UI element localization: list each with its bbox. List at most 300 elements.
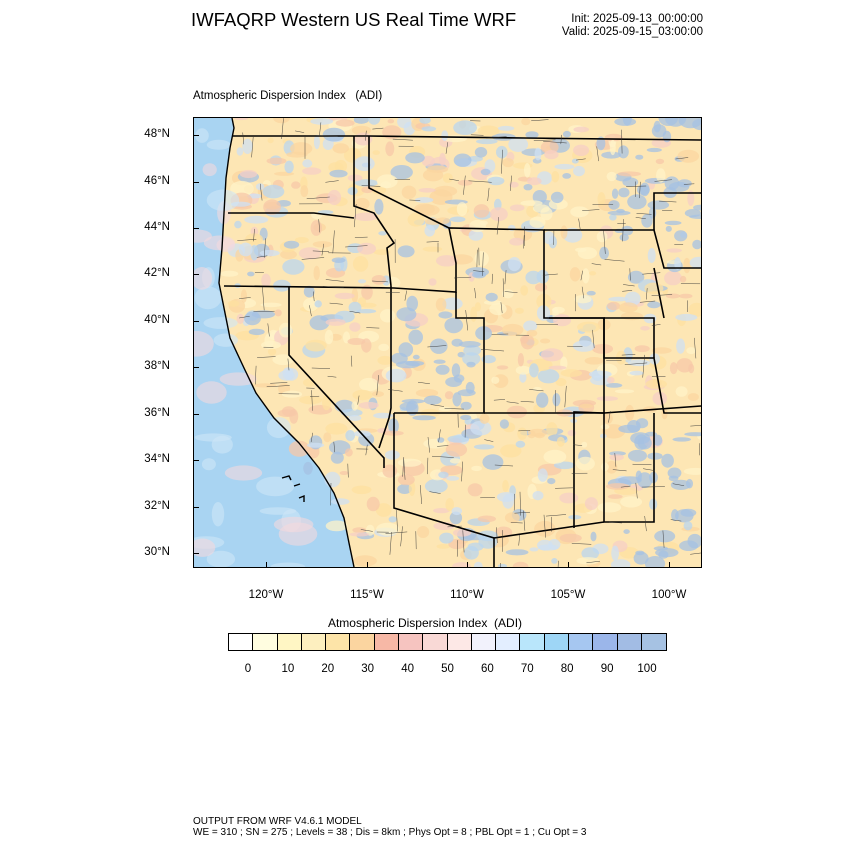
adi-patch [454, 154, 472, 167]
adi-patch [291, 181, 300, 188]
adi-patch [305, 340, 326, 352]
adi-patch [528, 429, 548, 437]
adi-patch [385, 450, 400, 459]
adi-patch [417, 526, 429, 538]
adi-patch [535, 148, 542, 161]
adi-patch [574, 295, 591, 303]
adi-patch [333, 143, 349, 153]
adi-patch [610, 140, 616, 155]
adi-patch [427, 165, 448, 173]
lat-tick [193, 135, 199, 136]
adi-patch [468, 483, 483, 496]
adi-patch [478, 516, 496, 523]
adi-patch [609, 214, 616, 220]
adi-patch [530, 217, 546, 228]
lat-label-36: 36°N [144, 407, 170, 419]
ocean-patch [274, 517, 314, 532]
adi-patch [400, 402, 418, 410]
adi-patch [289, 409, 298, 424]
adi-patch [424, 396, 442, 405]
adi-patch [579, 404, 593, 408]
ocean-patch [256, 477, 294, 497]
adi-patch [547, 478, 555, 484]
adi-patch [561, 225, 568, 238]
adi-patch [424, 225, 435, 236]
adi-patch [671, 509, 679, 521]
model-version: OUTPUT FROM WRF V4.6.1 MODEL [193, 816, 362, 827]
colorbar-swatch [302, 634, 326, 650]
adi-patch [598, 502, 622, 512]
adi-patch [434, 360, 446, 364]
lat-label-34: 34°N [144, 453, 170, 465]
adi-patch [621, 312, 643, 320]
adi-patch [373, 150, 380, 155]
colorbar-title: Atmospheric Dispersion Index (ADI) [327, 616, 523, 630]
adi-patch [647, 301, 660, 308]
adi-patch [398, 245, 415, 257]
adi-patch [608, 494, 623, 499]
adi-patch [627, 194, 646, 209]
adi-patch [353, 555, 377, 566]
adi-patch [573, 166, 585, 176]
adi-patch [627, 420, 641, 433]
adi-patch [592, 344, 613, 354]
adi-patch [299, 247, 321, 259]
adi-patch [568, 430, 577, 436]
adi-patch [686, 347, 696, 354]
adi-patch [378, 344, 389, 351]
lat-tick [193, 460, 199, 461]
adi-patch [635, 345, 650, 352]
adi-patch [516, 441, 526, 448]
adi-patch [307, 443, 324, 448]
adi-patch [372, 391, 384, 397]
adi-patch [244, 216, 268, 224]
lon-tick [669, 562, 670, 568]
adi-patch [597, 396, 618, 401]
ocean-patch [207, 190, 240, 211]
adi-patch [361, 338, 371, 352]
adi-patch [349, 415, 362, 421]
adi-patch [481, 169, 491, 175]
lon-tick [266, 562, 267, 568]
adi-patch [529, 363, 539, 377]
adi-patch [508, 137, 528, 152]
adi-patch [377, 174, 398, 188]
lon-label-105: 105°W [550, 589, 586, 601]
adi-patch [607, 302, 620, 310]
adi-patch [359, 378, 379, 391]
adi-patch [581, 442, 587, 448]
adi-patch [628, 450, 647, 462]
adi-patch [273, 280, 291, 292]
adi-patch [537, 270, 549, 284]
colorbar-swatch [326, 634, 350, 650]
adi-patch [591, 532, 597, 542]
colorbar-label: 10 [281, 663, 295, 675]
lat-tick [193, 414, 199, 415]
adi-patch [665, 221, 682, 225]
adi-patch [491, 377, 499, 384]
ocean-patch [225, 465, 262, 480]
adi-patch [398, 459, 422, 467]
adi-patch [388, 119, 395, 123]
adi-patch [601, 424, 610, 429]
adi-patch [688, 393, 699, 401]
adi-patch [468, 543, 484, 552]
adi-patch [240, 170, 257, 178]
adi-patch [260, 250, 280, 256]
adi-patch [636, 471, 642, 482]
adi-patch [474, 204, 490, 218]
adi-patch [670, 362, 678, 374]
colorbar-swatch [229, 634, 253, 650]
adi-patch [382, 125, 401, 139]
colorbar-label: 0 [244, 663, 252, 675]
adi-patch [647, 148, 662, 152]
adi-patch [530, 547, 539, 551]
adi-patch [523, 321, 537, 332]
adi-patch [439, 153, 446, 166]
adi-patch [675, 314, 697, 321]
model-config: WE = 310 ; SN = 275 ; Levels = 38 ; Dis = 8km ; Phys Opt = 8 ; PBL Opt = 1 ; Cu Opt = 3 [193, 827, 587, 838]
adi-patch [374, 199, 383, 215]
adi-patch [585, 497, 598, 510]
adi-patch [249, 329, 265, 335]
adi-patch [275, 309, 282, 316]
colorbar-swatch [448, 634, 472, 650]
colorbar [228, 633, 667, 651]
adi-patch [408, 330, 423, 345]
adi-patch [325, 330, 334, 345]
adi-patch [358, 279, 366, 283]
adi-patch [452, 392, 461, 406]
adi-patch [606, 483, 629, 490]
adi-patch [572, 159, 579, 164]
adi-patch [444, 318, 463, 334]
lon-label-120: 120°W [248, 589, 284, 601]
adi-patch [645, 432, 657, 437]
adi-patch [635, 155, 643, 160]
adi-patch [335, 293, 355, 299]
ocean-patch [212, 502, 224, 526]
adi-patch [354, 156, 375, 171]
adi-patch [237, 147, 244, 155]
adi-patch [446, 443, 467, 457]
colorbar-label: 30 [361, 663, 375, 675]
adi-patch [500, 419, 509, 428]
adi-patch [349, 532, 369, 536]
adi-patch [412, 415, 436, 420]
adi-patch [267, 158, 287, 165]
adi-patch [282, 259, 304, 275]
adi-patch [506, 549, 529, 555]
adi-patch [679, 294, 692, 299]
adi-patch [634, 552, 649, 565]
adi-patch [520, 336, 529, 344]
adi-patch [402, 399, 425, 404]
adi-patch [561, 369, 582, 377]
adi-patch [475, 302, 481, 311]
adi-patch [582, 268, 589, 283]
adi-patch [419, 188, 436, 193]
adi-patch [551, 558, 557, 564]
adi-patch [536, 392, 548, 407]
adi-patch [554, 164, 574, 170]
adi-patch [486, 293, 498, 302]
adi-patch [324, 472, 340, 488]
adi-patch [524, 184, 533, 190]
adi-patch [241, 289, 247, 303]
adi-patch [663, 131, 672, 143]
adi-patch [357, 243, 376, 255]
adi-patch [498, 126, 514, 131]
lat-label-38: 38°N [144, 360, 170, 372]
adi-patch [576, 457, 595, 471]
adi-patch [646, 379, 667, 389]
colorbar-swatch [520, 634, 544, 650]
adi-patch [302, 167, 321, 174]
adi-patch [234, 221, 241, 229]
adi-patch [263, 185, 285, 199]
adi-patch [538, 369, 560, 383]
adi-patch [673, 437, 692, 441]
adi-patch [589, 371, 612, 378]
colorbar-swatch [569, 634, 593, 650]
adi-patch [399, 342, 414, 357]
adi-patch [415, 197, 434, 203]
adi-patch [475, 251, 489, 266]
valid-time: Valid: 2025-09-15_03:00:00 [561, 26, 703, 38]
adi-patch [396, 307, 416, 321]
adi-patch [315, 300, 322, 307]
adi-patch [666, 248, 682, 252]
adi-patch [533, 204, 550, 212]
ocean-patch [196, 381, 226, 403]
adi-patch [452, 339, 463, 347]
plot-title: IWFAQRP Western US Real Time WRF [191, 9, 517, 30]
adi-patch [507, 406, 527, 419]
lon-tick [367, 562, 368, 568]
adi-patch [439, 533, 453, 544]
ocean-patch [203, 163, 217, 176]
adi-patch [380, 309, 395, 322]
adi-patch [242, 139, 252, 154]
adi-patch [438, 472, 448, 478]
colorbar-swatch [350, 634, 374, 650]
colorbar-swatch [423, 634, 447, 650]
colorbar-label: 70 [520, 663, 534, 675]
field-label: Atmospheric Dispersion Index (ADI) [193, 90, 383, 102]
adi-patch [398, 474, 415, 485]
adi-patch [527, 177, 542, 185]
adi-patch [533, 491, 544, 500]
adi-patch [688, 364, 694, 374]
adi-patch [648, 248, 656, 263]
adi-patch [376, 523, 399, 536]
adi-patch [549, 366, 567, 370]
lat-tick [193, 553, 199, 554]
lat-tick [193, 182, 199, 183]
adi-patch [475, 147, 487, 158]
lat-tick [193, 228, 199, 229]
adi-patch [386, 369, 407, 383]
adi-patch [457, 202, 468, 216]
adi-patch [520, 285, 528, 295]
adi-patch [279, 323, 292, 338]
adi-patch [563, 131, 571, 138]
adi-patch [497, 492, 516, 502]
adi-patch [328, 190, 342, 205]
colorbar-label: 20 [321, 663, 335, 675]
adi-patch [681, 509, 697, 517]
ocean-patch [260, 507, 297, 515]
colorbar-label: 50 [441, 663, 454, 675]
adi-patch [640, 183, 650, 197]
adi-patch [423, 247, 443, 252]
adi-patch [480, 414, 490, 424]
adi-patch [597, 231, 608, 242]
adi-patch [552, 307, 565, 314]
adi-patch [445, 391, 453, 399]
adi-patch [436, 298, 447, 312]
adi-patch [609, 454, 624, 460]
adi-patch [510, 205, 525, 212]
colorbar-swatch [472, 634, 496, 650]
adi-map [193, 117, 702, 568]
adi-patch [668, 468, 682, 479]
adi-patch [544, 450, 567, 464]
ocean-patch [195, 433, 232, 441]
adi-patch [616, 209, 625, 213]
adi-patch [515, 308, 524, 314]
adi-patch [578, 247, 597, 259]
adi-patch [587, 291, 596, 296]
lat-label-42: 42°N [144, 267, 170, 279]
adi-patch [396, 361, 420, 368]
adi-patch [619, 302, 638, 312]
adi-patch [453, 120, 477, 135]
adi-patch [598, 192, 606, 206]
adi-patch [630, 371, 644, 376]
adi-patch [552, 393, 560, 406]
adi-patch [244, 312, 261, 325]
adi-patch [607, 377, 615, 383]
run-info [562, 13, 703, 39]
adi-patch [562, 173, 571, 179]
adi-patch [612, 189, 618, 199]
colorbar-swatch [593, 634, 617, 650]
adi-patch [585, 357, 604, 365]
adi-patch [488, 177, 505, 186]
adi-patch [422, 126, 437, 131]
adi-patch [437, 544, 451, 549]
adi-patch [436, 365, 450, 375]
adi-patch [247, 272, 254, 277]
colorbar-label: 80 [560, 663, 574, 675]
adi-patch [676, 339, 685, 354]
adi-patch [332, 257, 346, 263]
lon-tick [467, 562, 468, 568]
adi-patch [348, 187, 358, 195]
adi-patch [640, 326, 650, 331]
adi-patch [331, 498, 350, 505]
adi-patch [402, 186, 417, 199]
adi-patch [649, 207, 656, 218]
adi-patch [607, 172, 617, 181]
adi-patch [478, 126, 500, 137]
adi-patch [505, 512, 520, 523]
adi-patch [261, 341, 281, 349]
adi-patch [608, 200, 619, 210]
adi-patch [441, 130, 448, 141]
adi-patch [638, 437, 652, 450]
adi-patch [496, 146, 508, 159]
adi-patch [474, 444, 494, 449]
adi-patch [535, 283, 547, 291]
adi-patch [625, 405, 634, 421]
colorbar-swatch [253, 634, 277, 650]
adi-patch [482, 454, 503, 470]
adi-patch [476, 139, 498, 144]
adi-patch [620, 496, 642, 507]
adi-patch [284, 161, 293, 174]
adi-patch [452, 363, 461, 377]
lat-tick [193, 367, 199, 368]
adi-patch [656, 159, 664, 164]
adi-patch [599, 247, 609, 260]
adi-patch [680, 276, 686, 283]
adi-patch [559, 493, 578, 504]
adi-patch [647, 453, 662, 460]
adi-patch [446, 476, 459, 481]
adi-patch [589, 271, 596, 275]
model-footer [193, 816, 586, 838]
adi-patch [497, 365, 509, 369]
adi-patch [239, 243, 253, 257]
adi-patch [284, 241, 299, 249]
adi-patch [573, 127, 589, 133]
adi-patch [303, 462, 313, 475]
lat-tick [193, 274, 199, 275]
adi-patch [601, 463, 609, 472]
adi-patch [283, 367, 294, 380]
adi-patch [345, 448, 353, 456]
lat-tick [193, 321, 199, 322]
adi-patch [517, 428, 527, 440]
adi-patch [683, 258, 690, 273]
colorbar-swatch [545, 634, 569, 650]
adi-patch [460, 415, 471, 420]
adi-patch [349, 322, 360, 332]
ocean-patch [207, 140, 231, 150]
adi-patch [461, 402, 472, 410]
colorbar-swatch [642, 634, 666, 650]
adi-patch [311, 220, 322, 236]
adi-patch [611, 546, 619, 561]
adi-patch [472, 271, 486, 278]
lon-tick [568, 562, 569, 568]
adi-patch [661, 454, 674, 468]
adi-patch [527, 330, 538, 337]
lon-label-100: 100°W [651, 589, 687, 601]
adi-patch [508, 257, 521, 271]
colorbar-swatch [496, 634, 520, 650]
adi-patch [329, 170, 347, 178]
adi-patch [348, 175, 363, 182]
adi-patch [524, 163, 531, 178]
adi-patch [502, 158, 513, 167]
